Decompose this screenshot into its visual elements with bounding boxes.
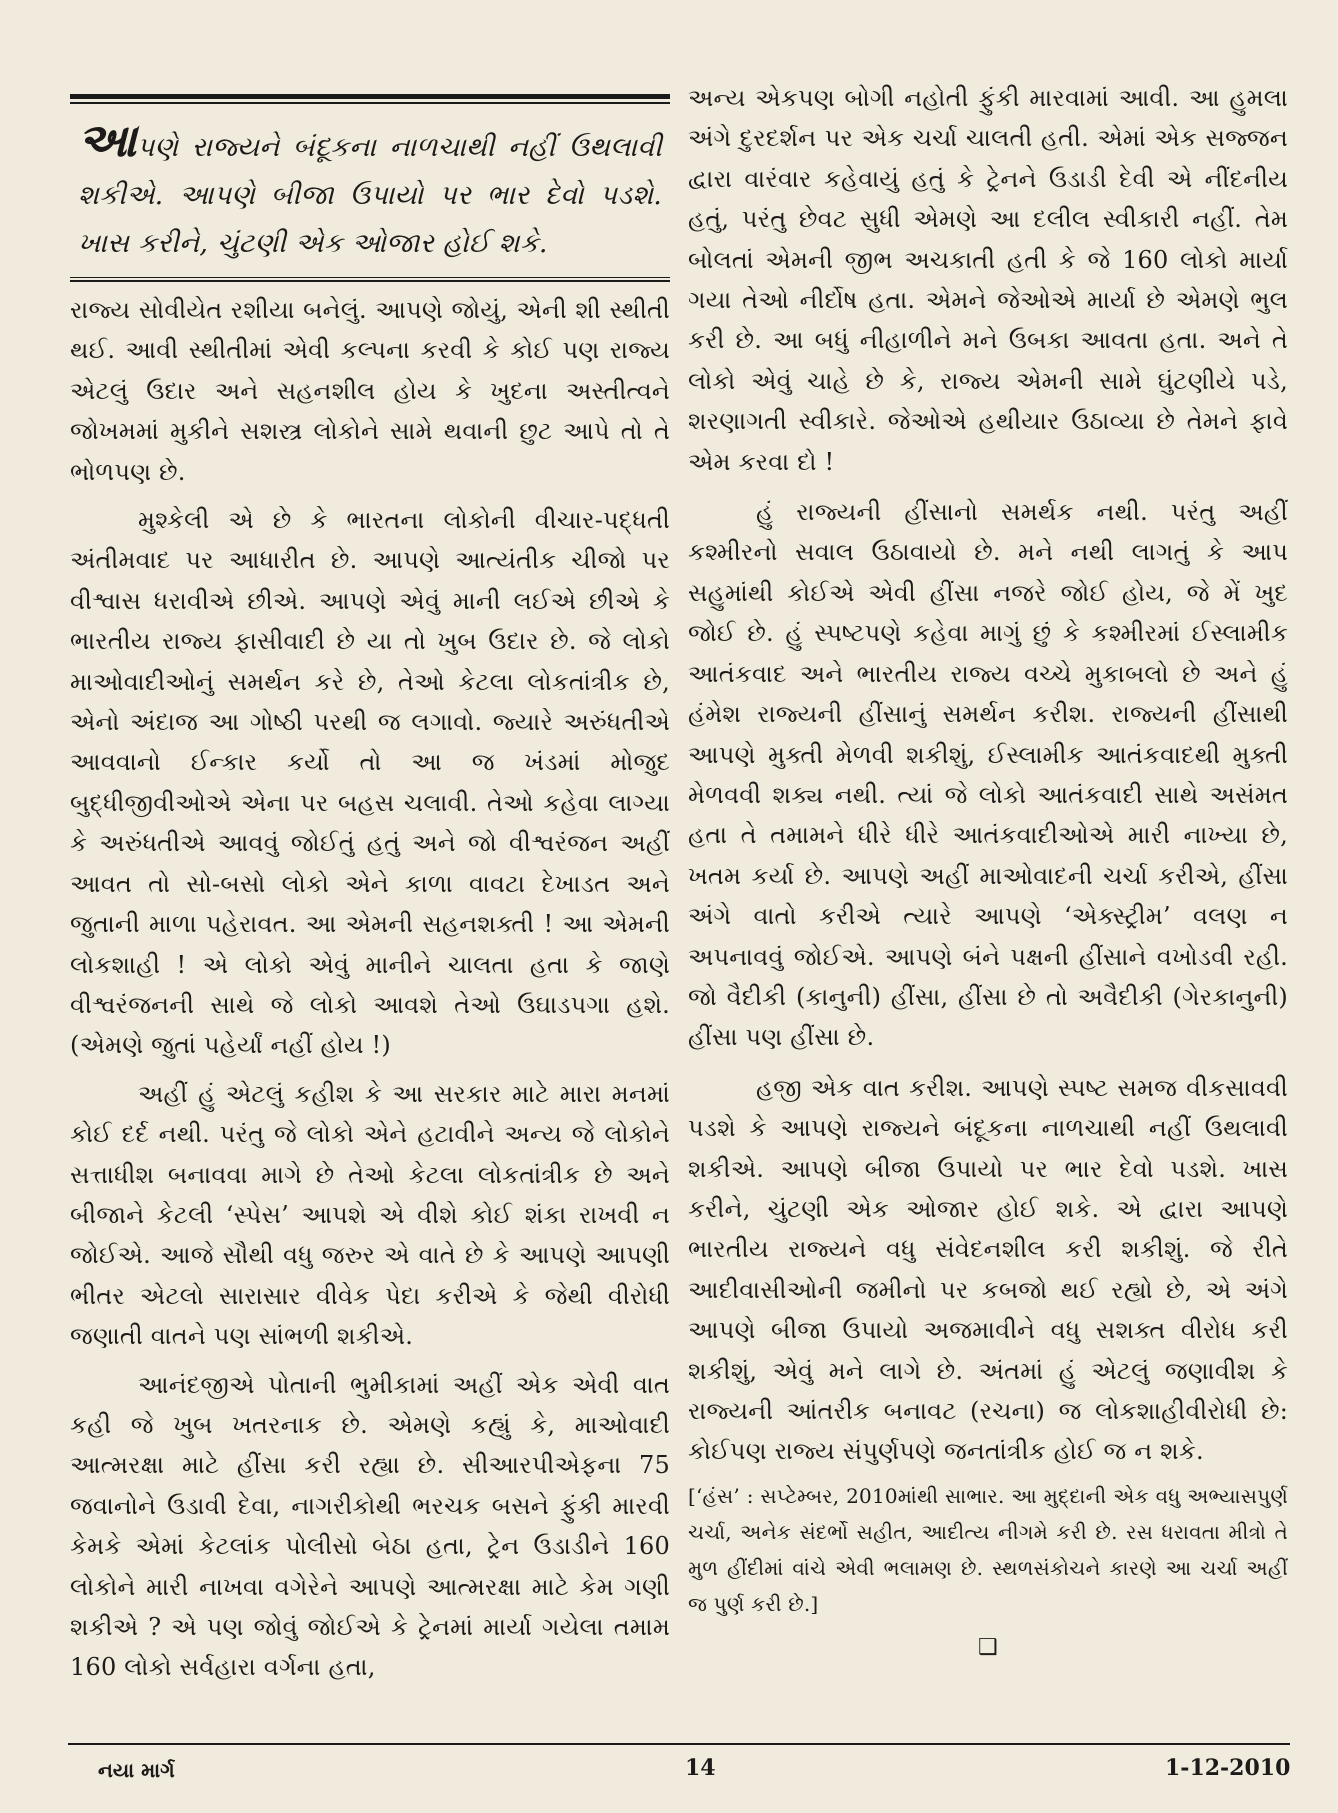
end-mark-icon: ❑ bbox=[978, 1634, 998, 1660]
right-paragraph-2: હું રાજ્યની હીંસાનો સમર્થક નથી. પરંતુ અહીં કશ્મીરનો સવાલ ઉઠાવાયો છે. મને નથી લાગતું કે આપ સહુમાંથી કોઈએ એવી હીંસા નજરે જોઈ હોય, જે મેં ખુદ જોઈ છે. હું સ્પષ્ટપણે કહેવા માગું છું કે કશ્મીરમાં ઈસ્લામીક આતંકવાદ અને ભારતીય રાજ્ય વચ્ચે મુકાબલો છે અને હું હંમેશ રાજ્યની હીંસાનું સમર્થન કરીશ. રાજ્યની હીંસાથી આપણે મુક્તી મેળવી શકીશું, ઈસ્લામીક આતંકવાદથી મુક્તી મેળવવી શક્ય નથી. ત્યાં જે લોકો આતંકવાદી સાથે અસંમત હતા તે તમામને ધીરે ધીરે આતંકવાદીઓએ મારી નાખ્યા છે, ખતમ કર્યા છે. આપણે અહીં માઓવાદની ચર્ચા કરીએ, હીંસા અંગે વાતો કરીએ ત્યારે આપણે ‘એક્સ્ટ્રીમ’ વલણ ન અપનાવવું જોઈએ. આપણે બંને પક્ષની હીંસાને વખોડવી રહી. જો વૈદીકી (કાનુની) હીંસા, હીંસા છે તો અવૈદીકી (ગેરકાનુની) હીંસા પણ હીંસા છે. bbox=[688, 498, 1288, 1052]
left-paragraph-1: રાજ્ય સોવીયેત રશીયા બનેલું. આપણે જોયું, એની શી સ્થીતી થઈ. આવી સ્થીતીમાં એવી કલ્પના કરવી કે કોઈ પણ રાજ્ય એટલું ઉદાર અને સહનશીલ હોય કે ખુદના અસ્તીત્વને જોખમમાં મુકીને સશસ્ત્ર લોકોને સામે થવાની છુટ આપે તો તે ભોળપણ છે. bbox=[70, 296, 670, 486]
pull-quote-bottom-rule-thick bbox=[70, 280, 670, 282]
left-column bbox=[70, 78, 670, 1688]
pull-quote-initial: આ bbox=[78, 112, 137, 167]
footer-rule bbox=[68, 1743, 1290, 1745]
left-paragraph-4: આનંદજીએ પોતાની ભુમીકામાં અહીં એક એવી વાત કહી જે ખુબ ખતરનાક છે. એમણે કહ્યું કે, માઓવાદી આત્મરક્ષા માટે હીંસા કરી રહ્યા છે. સીઆરપીએફના 75 જવાનોને ઉડાવી દેવા, નાગરીકોથી ભરચક બસને ફુંકી મારવી કેમકે એમાં કેટલાંક પોલીસો બેઠા હતા, ટ્રેન ઉડાડીને 160 લોકોને મારી નાખવા વગેરેને આપણે આત્મરક્ષા માટે કેમ ગણી શકીએ ? એ પણ જોવું જોઈએ કે ટ્રેનમાં માર્યા ગયેલા તમામ 160 લોકો સર્વહારા વર્ગના હતા, bbox=[70, 1370, 670, 1682]
left-paragraph-3: અહીં હું એટલું કહીશ કે આ સરકાર માટે મારા મનમાં કોઈ દર્દ નથી. પરંતુ જે લોકો એને હટાવીને અન્ય જે લોકોને સત્તાધીશ બનાવવા માગે છે તેઓ કેટલા લોકતાંત્રીક છે અને બીજાને કેટલી ‘સ્પેસ’ આપશે એ વીશે કોઈ શંકા રાખવી ન જોઈએ. આજે સૌથી વધુ જરુર એ વાતે છે કે આપણે આપણી ભીતર એટલો સારાસાર વીવેક પેદા કરીએ કે જેથી વીરોધી જણાતી વાતને પણ સાંભળી શકીએ. bbox=[70, 1079, 670, 1351]
pull-quote-text bbox=[70, 104, 670, 274]
right-paragraph-3: હજી એક વાત કરીશ. આપણે સ્પષ્ટ સમજ વીકસાવવી પડશે કે આપણે રાજ્યને બંદૂકના નાળચાથી નહીં ઉથલાવી શકીએ. આપણે બીજા ઉપાયો પર ભાર દેવો પડશે. ખાસ કરીને, ચુંટણી એક ઓજાર હોઈ શકે. એ દ્વારા આપણે ભારતીય રાજ્યને વધુ સંવેદનશીલ કરી શકીશું. જે રીતે આદીવાસીઓની જમીનો પર કબજો થઈ રહ્યો છે, એ અંગે આપણે બીજા ઉપાયો અજમાવીને વધુ સશક્ત વીરોધ કરી શકીશું, એવું મને લાગે છે. અંતમાં હું એટલું જણાવીશ કે રાજ્યની આંતરીક બનાવટ (રચના) જ લોકશાહીવીરોધી છે: કોઈપણ રાજ્ય સંપુર્ણપણે જનતાંત્રીક હોઈ જ ન શકે. bbox=[688, 1073, 1288, 1466]
right-column bbox=[688, 78, 1288, 1668]
issue-date: 1-12-2010 bbox=[1165, 1755, 1291, 1781]
left-paragraph-2: મુશ્કેલી એ છે કે ભારતના લોકોની વીચાર-પદ્ધતી અંતીમવાદ પર આધારીત છે. આપણે આત્યંતીક ચીજો પર વીશ્વાસ ધરાવીએ છીએ. આપણે એવું માની લઈએ છીએ કે ભારતીય રાજ્ય ફાસીવાદી છે યા તો ખુબ ઉદાર છે. જે લોકો માઓવાદીઓનું સમર્થન કરે છે, તેઓ કેટલા લોકતાંત્રીક છે, એનો અંદાજ આ ગોષ્ઠી પરથી જ લગાવો. જ્યારે અરુંધતીએ આવવાનો ઈન્કાર કર્યો તો આ જ ખંડમાં મોજુદ બુદ્ધીજીવીઓએ એના પર બહસ ચલાવી. તેઓ કહેવા લાગ્યા કે અરુંધતીએ આવવું જોઈતું હતું અને જો વીશ્વરંજન અહીં આવત તો સો-બસો લોકો એને કાળા વાવટા દેખાડત અને જુતાની માળા પહેરાવત. આ એમની સહનશક્તી ! આ એમની લોકશાહી ! એ લોકો એવું માનીને ચાલતા હતા કે જાણે વીશ્વરંજનની સાથે જે લોકો આવશે તેઓ ઉઘાડપગા હશે. (એમણે જુતાં પહેર્યાં નહીં હોય !) bbox=[70, 506, 670, 1060]
right-paragraph-1: અન્ય એકપણ બોગી નહોતી ફુંકી મારવામાં આવી. આ હુમલા અંગે દુરદર્શન પર એક ચર્ચા ચાલતી હતી. એમાં એક સજ્જન દ્વારા વારંવાર કહેવાયું હતું કે ટ્રેનને ઉડાડી દેવી એ નીંદનીય હતું, પરંતુ છેવટ સુધી એમણે આ દલીલ સ્વીકારી નહીં. તેમ બોલતાં એમની જીભ અચકાતી હતી કે જે 160 લોકો માર્યા ગયા તેઓ નીર્દોષ હતા. એમને જેઓએ માર્યા છે એમણે ભુલ કરી છે. આ બધું નીહાળીને મને ઉબકા આવતા હતા. અને તે લોકો એવું ચાહે છે કે, રાજ્ય એમની સામે ઘુંટણીયે પડે, શરણાગતી સ્વીકારે. જેઓએ હથીયાર ઉઠાવ્યા છે તેમને ફાવે એમ કરવા દો ! bbox=[688, 84, 1288, 476]
magazine-name: નયા માર્ગ bbox=[98, 1758, 175, 1782]
pull-quote-body: પણે રાજ્યને બંદૂકના નાળચાથી નહીં ઉથલાવી શકીએ. આપણે બીજા ઉપાયો પર ભાર દેવો પડશે. ખાસ કરીને, ચુંટણી એક ઓજાર હોઈ શકે. bbox=[78, 131, 662, 259]
page-number: 14 bbox=[685, 1755, 716, 1781]
pull-quote-top-rule bbox=[70, 94, 670, 99]
pull-quote-bottom-rule bbox=[70, 277, 670, 279]
pull-quote bbox=[70, 94, 670, 282]
source-note: [‘હંસ’ : સપ્ટેમ્બર, 2010માંથી સાભાર. આ મુદ્દાની એક વધુ અભ્યાસપુર્ણ ચર્ચા, અનેક સંદર્ભો સહીત, આદીત્ય નીગમે કરી છે. રસ ધરાવતા મીત્રો તે મુળ હીંદીમાં વાંચે એવી ભલામણ છે. સ્થળસંકોચને કારણે આ ચર્ચા અહીં જ પુર્ણ કરી છે.] bbox=[688, 1483, 1288, 1616]
